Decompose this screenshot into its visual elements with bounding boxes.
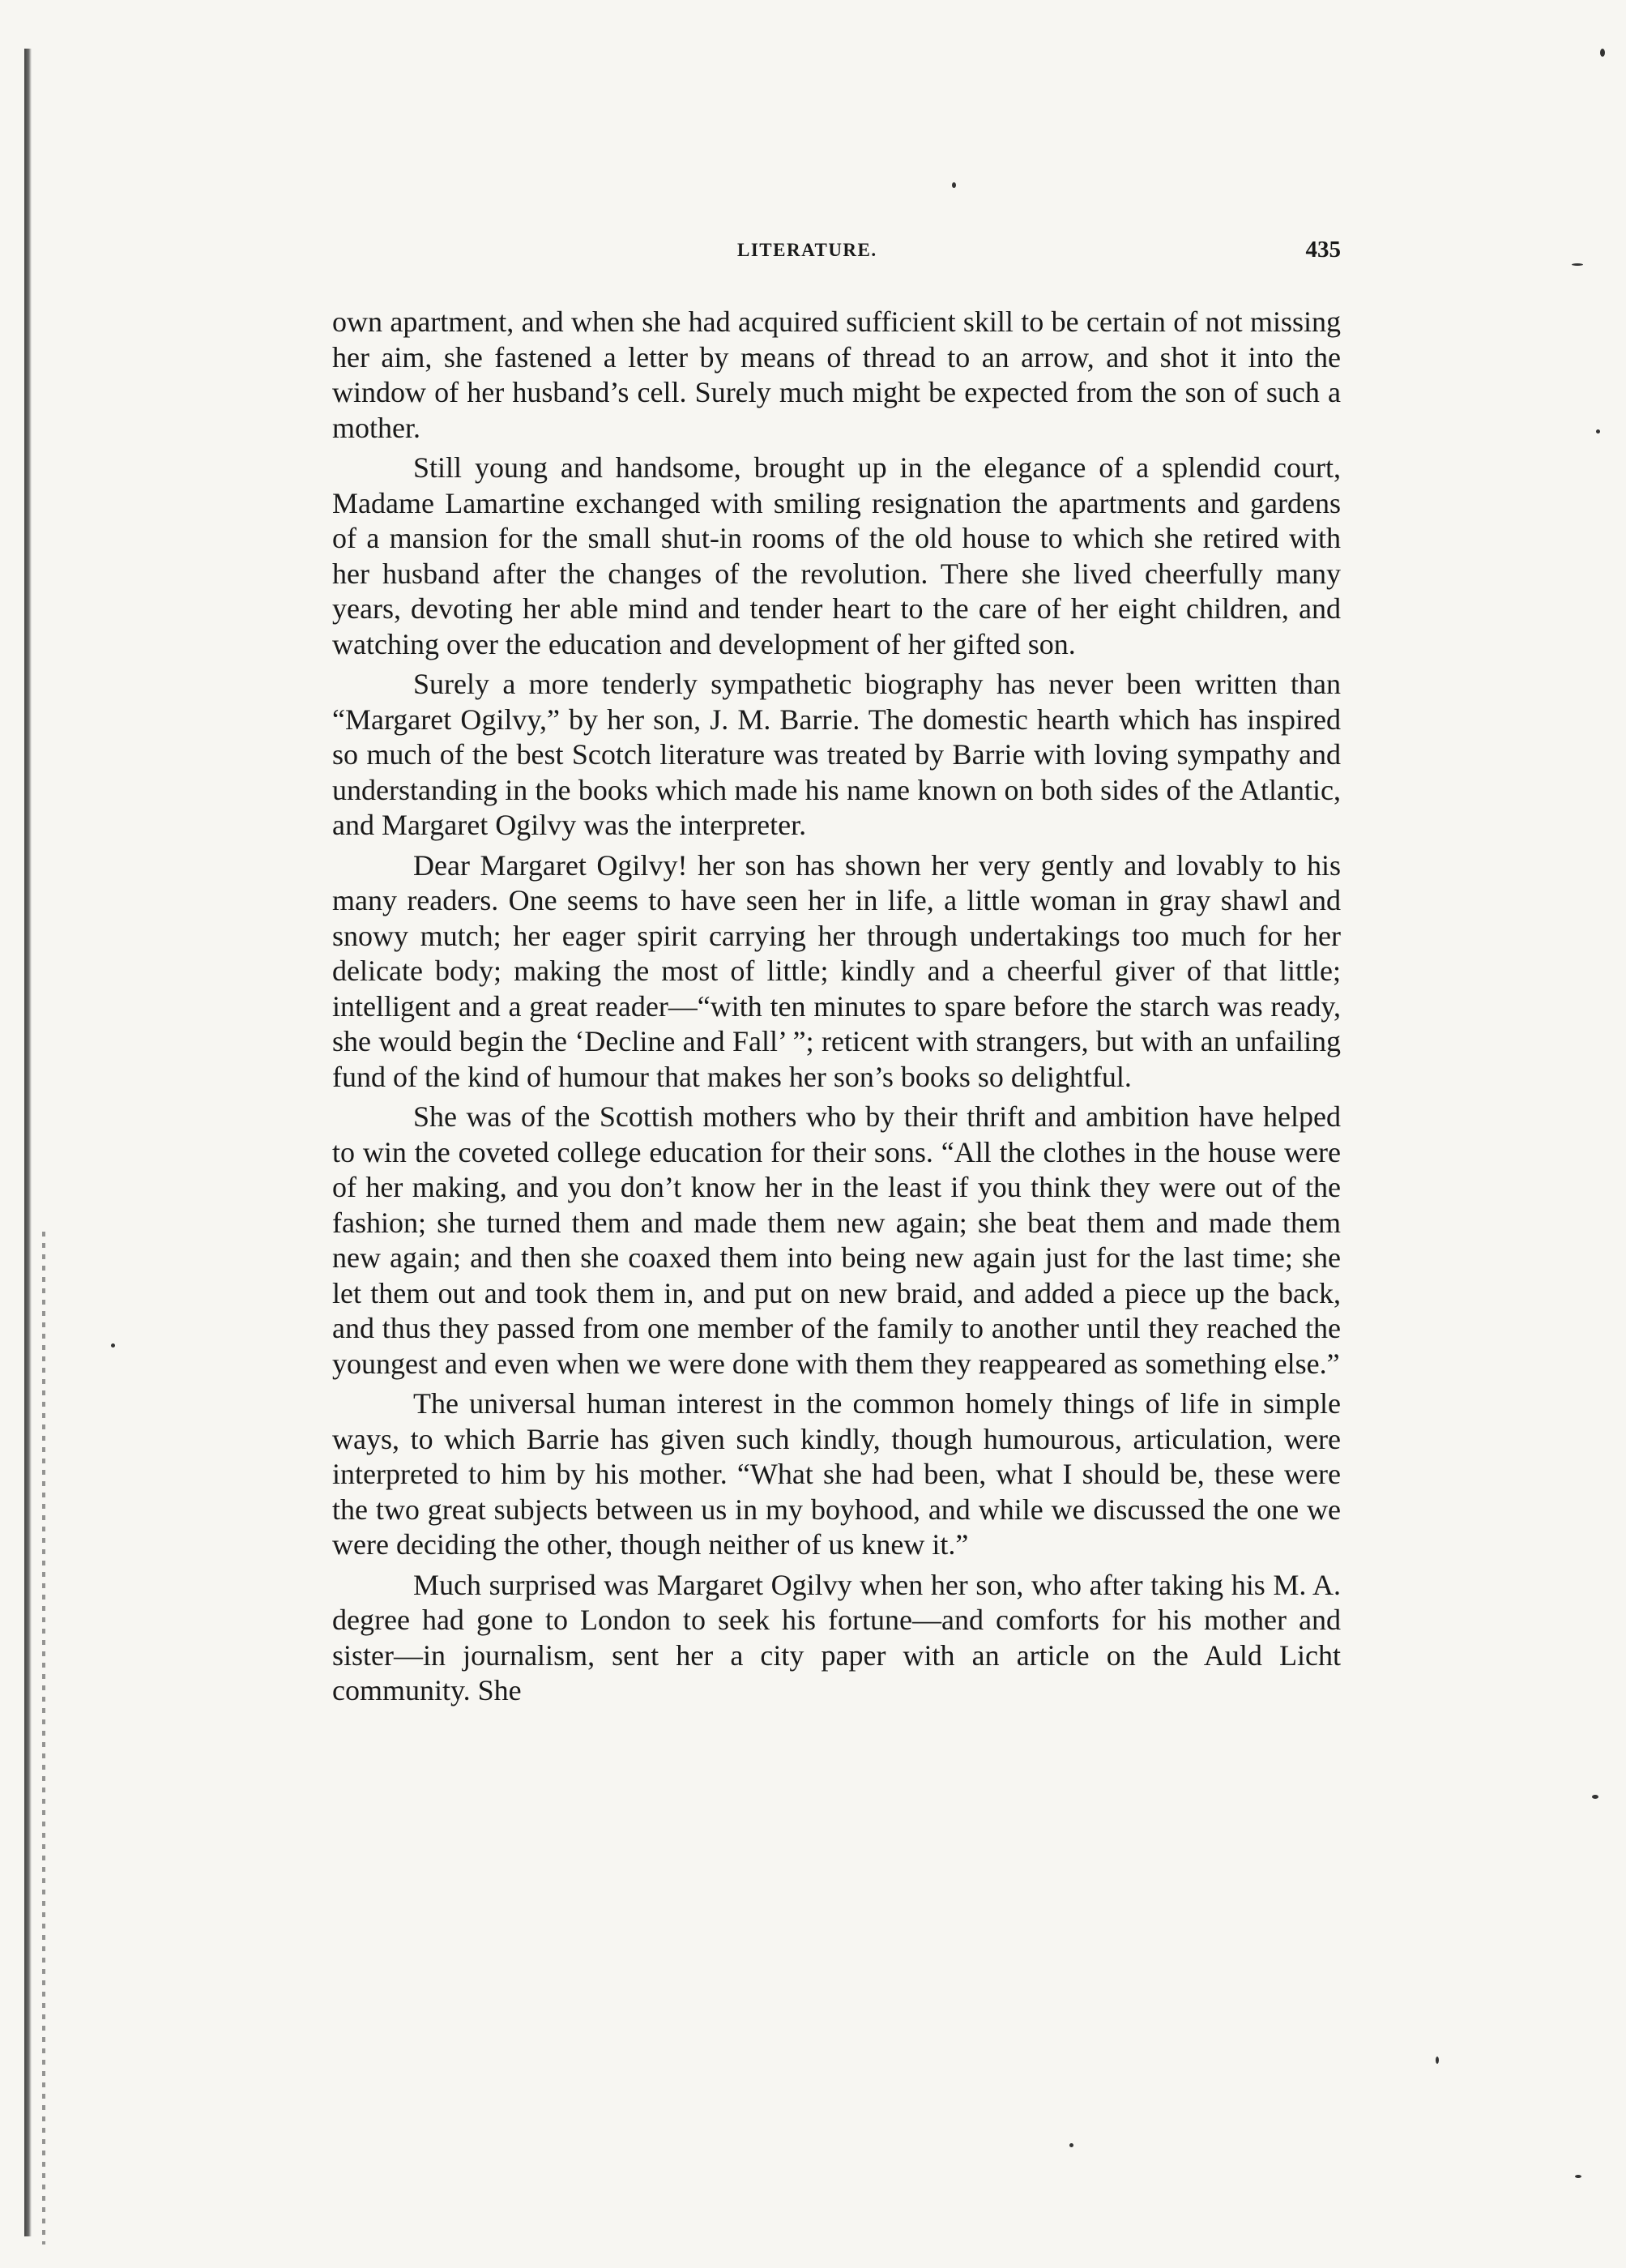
paragraph: Surely a more tenderly sympathetic biography has never been written than “Margaret Ogilvy,” by her son, J. M. Barrie. The domestic hearth which has inspired so much of the best Scotch literature was treated by Barrie with loving sympathy and understanding in the books which made his name known on both sides of the Atlantic, and Margaret Ogilvy was the interpreter. xyxy=(332,668,1341,841)
paragraph: The universal human interest in the common homely things of life in simple ways, to which Barrie has given such kindly, though humourous, articulation, were interpreted to him by his mother. “What she had been, what I should be, these were the two great subjects between us in my boyhood, and while we discussed the one we were deciding the other, though neither of us knew it.” xyxy=(332,1387,1341,1561)
paragraph: own apartment, and when she had acquired sufficient skill to be certain of not missing her aim, she fastened a letter by means of thread to an arrow, and shot it into the window of her husband’s cell. Surely much might be expected from the son of such a mother. xyxy=(332,305,1341,444)
scan-speck xyxy=(1069,2143,1073,2147)
page-binding-edge xyxy=(24,49,32,2236)
running-title: LITERATURE. xyxy=(737,240,877,260)
page-header xyxy=(332,237,1341,272)
scan-speck xyxy=(952,182,956,188)
scan-speck xyxy=(1592,1795,1598,1799)
scan-speck xyxy=(1596,429,1600,434)
page-number: 435 xyxy=(1305,237,1341,263)
scan-speck xyxy=(1572,263,1583,266)
page-binding-shadow xyxy=(42,1232,45,2245)
paragraph: Much surprised was Margaret Ogilvy when her son, who after taking his M. A. degree had gone to London to seek his fortune—and comforts for his mother and sister—in journalism, sent her a city paper with an article on the Auld Licht community. She xyxy=(332,1568,1341,1706)
scan-speck xyxy=(1436,2057,1439,2064)
scan-speck xyxy=(1600,49,1605,57)
scan-speck xyxy=(1575,2175,1581,2178)
paragraph: Dear Margaret Ogilvy! her son has shown her very gently and lovably to his many readers. One seems to have seen her in life, a little woman in gray shawl and snowy mutch; her eager spirit carrying her through undertakings too much for her delicate body; making the most of little; kindly and a cheerful giver of that little; intelligent and a great reader—“with ten minutes to spare before the starch was ready, she would begin the ‘Decline and Fall’ ”; reticent with strangers, but with an unfailing fund of the kind of humour that makes her son’s books so delightful. xyxy=(332,848,1341,1093)
scan-speck xyxy=(111,1343,115,1348)
paragraph: Still young and handsome, brought up in the elegance of a splendid court, Madame Lamartine exchanged with smiling resignation the apartments and gardens of a mansion for the small shut-in rooms of the old house to which she retired with her husband after the changes of the revolution. There she lived cheerfully many years, devoting her able mind and tender heart to the care of her eight children, and watching over the education and development of her gifted son. xyxy=(332,451,1341,660)
body-text xyxy=(332,305,1341,1709)
paragraph: She was of the Scottish mothers who by their thrift and ambition have helped to win the coveted college education for their sons. “All the clothes in the house were of her making, and you don’t know her in the least if you think they were out of the fashion; she turned them and made them new again; she beat them and made them new again; and then she coaxed them into being new again just for the last time; she let them out and took them in, and put on new braid, and added a piece up the back, and thus they passed from one member of the family to another until they reached the youngest and even when we were done with them they reappeared as something else.” xyxy=(332,1100,1341,1380)
